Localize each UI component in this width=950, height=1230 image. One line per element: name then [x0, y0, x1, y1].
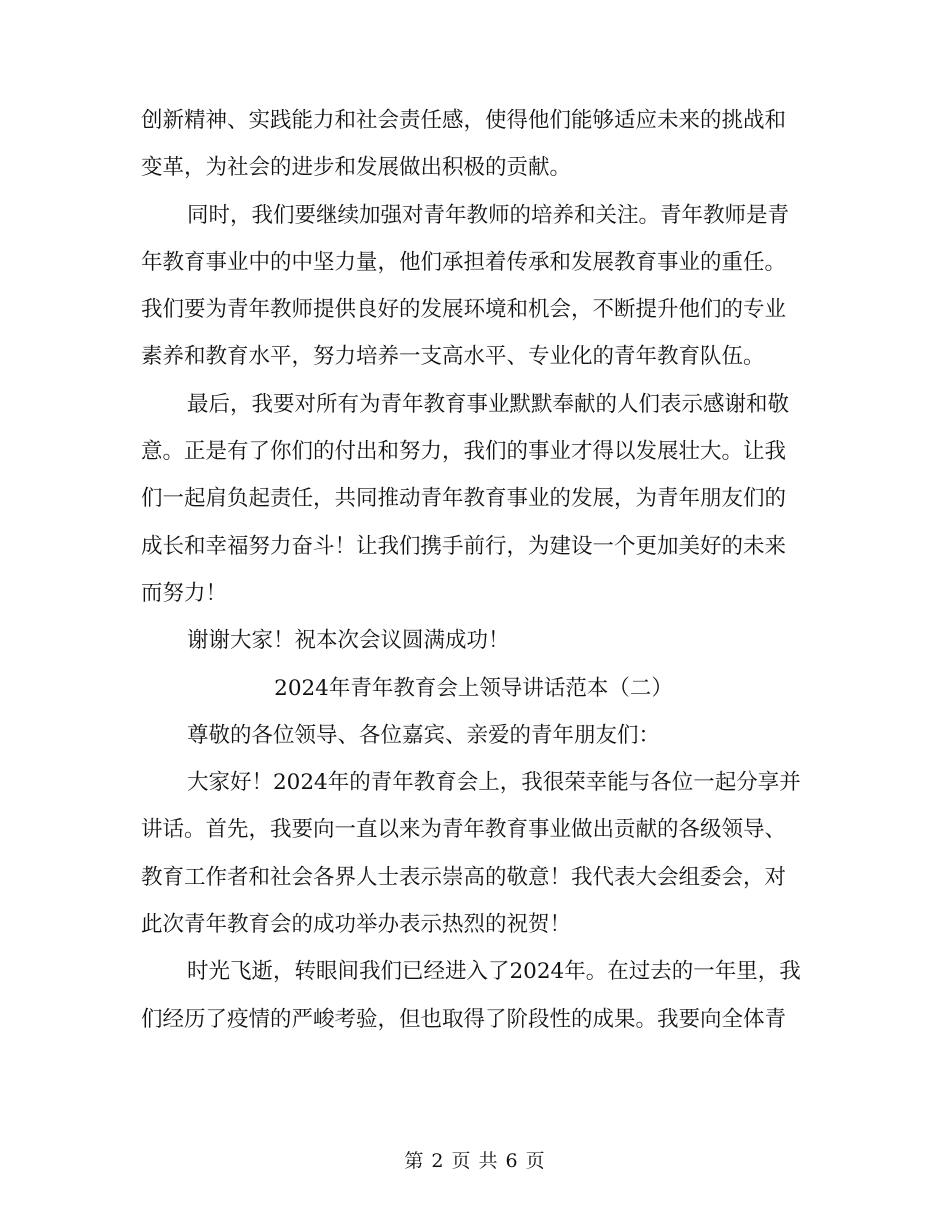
- paragraph-first-line: 同时，我们要继续加强对青年教师的培养和关注。青年教师是青: [187, 202, 790, 228]
- body-line: 而努力！: [141, 580, 228, 606]
- paragraph-first-line: 时光飞逝，转眼间我们已经进入了2024年。在过去的一年里，我: [187, 959, 801, 985]
- body-line: 成长和幸福努力奋斗！让我们携手前行，为建设一个更加美好的未来: [141, 533, 787, 559]
- body-line: 教育工作者和社会各界人士表示崇高的敬意！我代表大会组委会，对: [141, 864, 787, 890]
- page-footer: 第 2 页 共 6 页: [404, 1150, 546, 1172]
- paragraph-first-line: 谢谢大家！祝本次会议圆满成功！: [187, 628, 510, 654]
- section-title: 2024年青年教育会上领导讲话范本（二）: [274, 675, 673, 701]
- document-body: [141, 97, 806, 1043]
- body-line: 讲话。首先，我要向一直以来为青年教育事业做出贡献的各级领导、: [141, 817, 787, 843]
- body-line: 年教育事业中的中坚力量，他们承担着传承和发展教育事业的重任。: [141, 249, 787, 275]
- body-line: 创新精神、实践能力和社会责任感，使得他们能够适应未来的挑战和: [141, 108, 787, 133]
- body-line: 们经历了疫情的严峻考验，但也取得了阶段性的成果。我要向全体青: [141, 1006, 787, 1032]
- paragraph-first-line: 大家好！2024年的青年教育会上，我很荣幸能与各位一起分享并: [187, 770, 801, 796]
- body-line: 意。正是有了你们的付出和努力，我们的事业才得以发展壮大。让我: [141, 439, 787, 465]
- body-line: 素养和教育水平，努力培养一支高水平、专业化的青年教育队伍。: [141, 344, 765, 370]
- paragraph-first-line: 最后，我要对所有为青年教育事业默默奉献的人们表示感谢和敬: [187, 391, 790, 417]
- salutation: 尊敬的各位领导、各位嘉宾、亲爱的青年朋友们：: [187, 722, 661, 748]
- body-line: 们一起肩负起责任，共同推动青年教育事业的发展，为青年朋友们的: [141, 486, 787, 512]
- body-line: 变革，为社会的进步和发展做出积极的贡献。: [141, 155, 572, 181]
- body-line: 我们要为青年教师提供良好的发展环境和机会，不断提升他们的专业: [141, 297, 787, 323]
- body-line: 此次青年教育会的成功举办表示热烈的祝贺！: [141, 912, 572, 938]
